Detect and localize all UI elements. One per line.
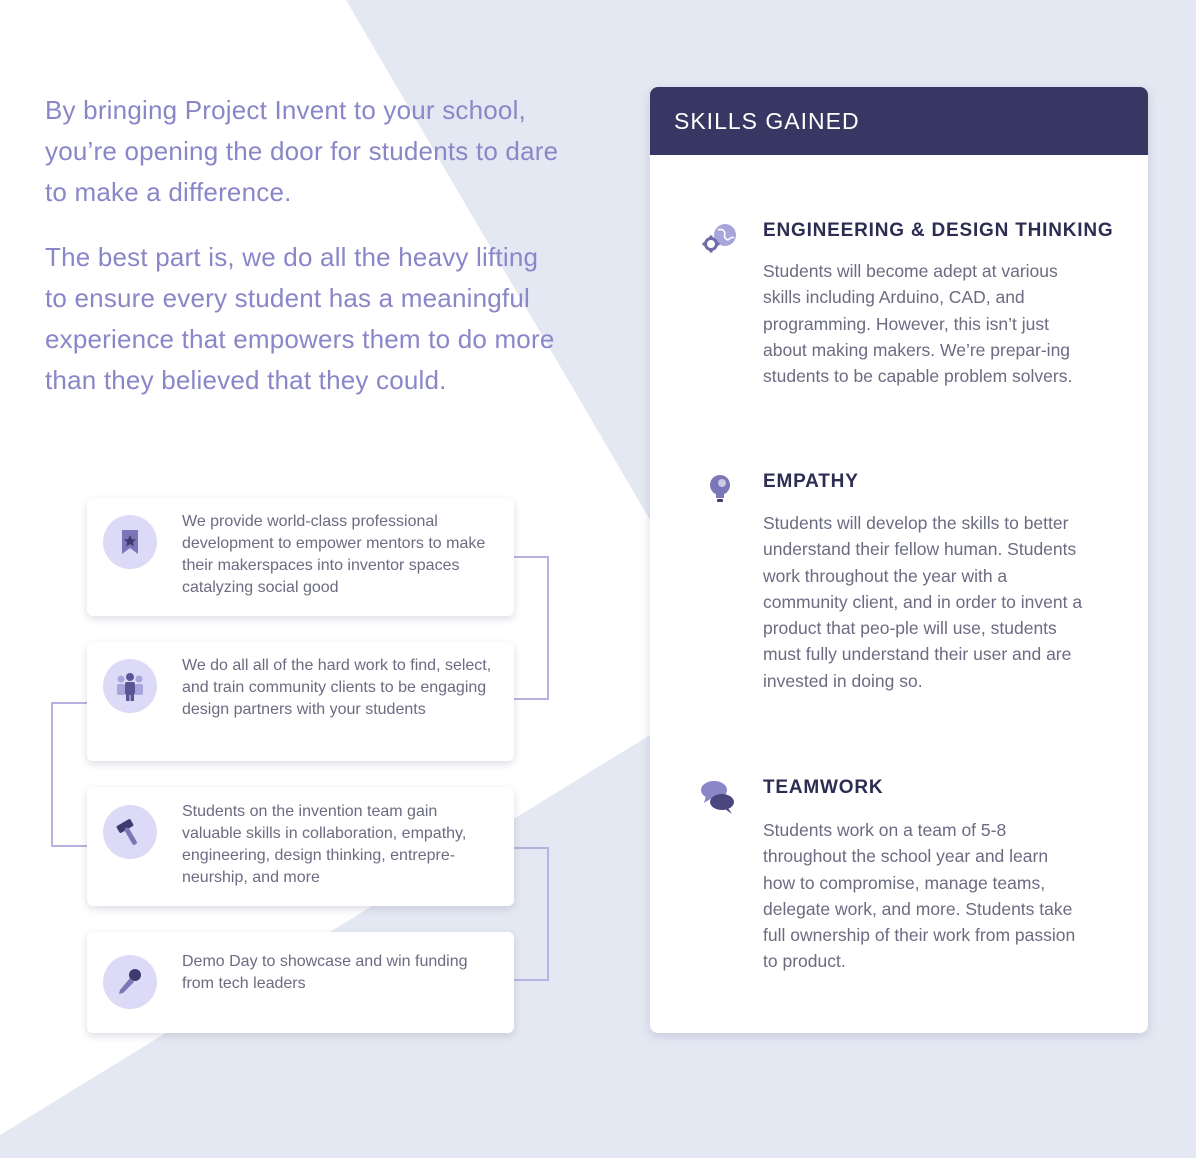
skill-title: ENGINEERING & DESIGN THINKING <box>763 220 1114 241</box>
skill-title: EMPATHY <box>763 471 859 492</box>
skill-description: Students will develop the skills to better understand their fellow human. Students work throughout the year with a community client, and in order to invent a product that peo-ple will use, students must fully understand their user and are invested in doing so. <box>763 513 1083 691</box>
step-card-mentors <box>87 498 514 616</box>
skills-gained-card <box>650 87 1148 1033</box>
hammer-icon <box>103 805 157 859</box>
skill-description: Students work on a team of 5-8 throughout the school year and learn how to compromise, manage teams, delegate work, and more. Students take full ownership of their work from passion to product. <box>763 820 1076 972</box>
gear-globe-icon <box>698 218 744 264</box>
skill-description: Students will become adept at various skills including Arduino, CAD, and programming. However, this isn’t just about making makers. We’re prepar-ing students to be capable problem solvers. <box>763 261 1073 387</box>
step-card-community-clients <box>87 642 514 761</box>
step-text: Demo Day to showcase and win funding from tech leaders <box>182 953 468 992</box>
step-text: Students on the invention team gain valuable skills in collaboration, empathy, engineering, design thinking, entrepre-neurship, and more <box>182 803 467 886</box>
chat-bubbles-icon <box>698 776 744 822</box>
intro-paragraph-1: By bringing Project Invent to your school, you’re opening the door for students to dare to make a difference. <box>45 95 559 207</box>
badge-star-icon <box>103 515 157 569</box>
intro-paragraph-2: The best part is, we do all the heavy lifting to ensure every student has a meaningful experience that empowers them to do more than they believed that they could. <box>45 242 555 395</box>
microphone-icon <box>103 955 157 1009</box>
lightbulb-head-icon <box>698 469 744 515</box>
step-text: We provide world-class professional development to empower mentors to make their makerspaces into inventor spaces catalyzing social good <box>182 513 486 596</box>
skill-title: TEAMWORK <box>763 777 884 798</box>
people-group-icon <box>103 659 157 713</box>
skills-header: SKILLS GAINED <box>650 87 1148 155</box>
intro-section <box>45 90 565 425</box>
step-text: We do all all of the hard work to find, select, and train community clients to be engaging design partners with your students <box>182 657 492 718</box>
step-card-invention-team <box>87 787 514 906</box>
step-card-demo-day <box>87 932 514 1033</box>
